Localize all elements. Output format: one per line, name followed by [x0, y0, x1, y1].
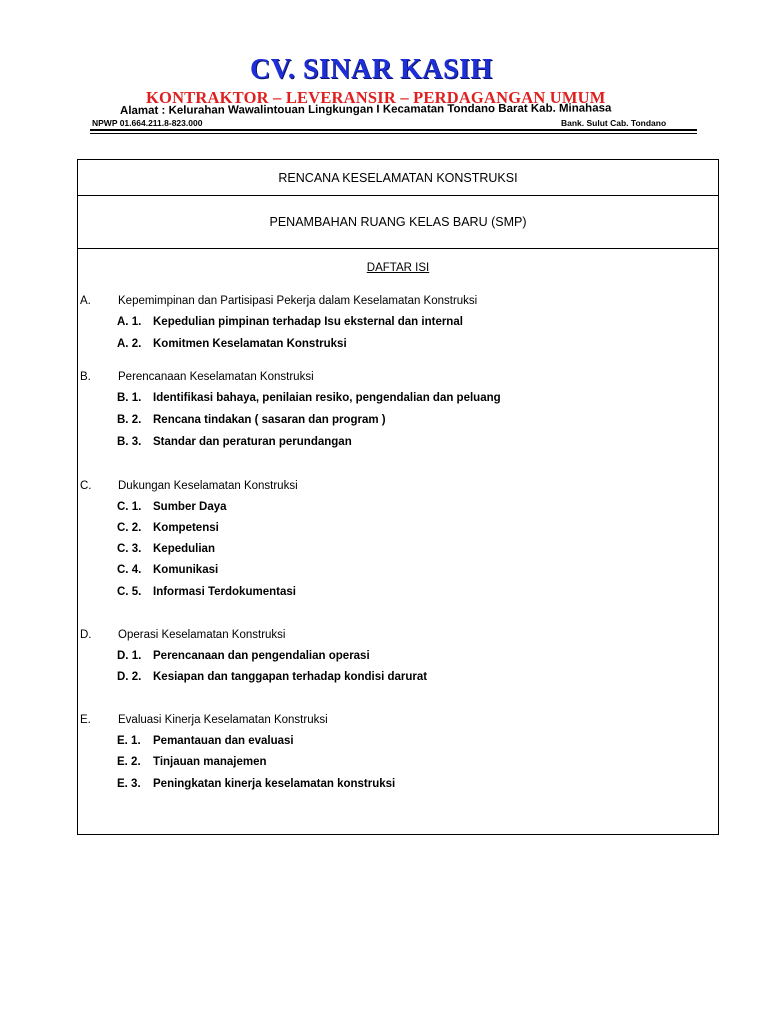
toc-section-letter: C.: [80, 480, 92, 492]
toc-item-number: B. 1.: [117, 392, 142, 404]
toc-item-text: Kompetensi: [153, 522, 219, 534]
toc-item-number: D. 1.: [117, 650, 142, 662]
toc-item-text: Standar dan peraturan perundangan: [153, 436, 352, 448]
toc-section-title: Dukungan Keselamatan Konstruksi: [118, 480, 298, 492]
toc-item-text: Kepedulian pimpinan terhadap Isu eksternal dan internal: [153, 316, 463, 328]
toc-item-text: Rencana tindakan ( sasaran dan program ): [153, 414, 386, 426]
toc-item-number: A. 1.: [117, 316, 142, 328]
company-bank: Bank. Sulut Cab. Tondano: [561, 118, 667, 128]
document-frame: [77, 159, 719, 835]
toc-section-letter: E.: [80, 714, 91, 726]
toc-item-text: Kesiapan dan tanggapan terhadap kondisi darurat: [153, 671, 428, 683]
document-subtitle-row: [78, 196, 718, 249]
toc-item-number: B. 2.: [117, 414, 142, 426]
toc-item-number: A. 2.: [117, 338, 142, 350]
company-tagline: KONTRAKTOR – LEVERANSIR – PERDAGANGAN UMUM: [146, 88, 606, 107]
toc-item-number: C. 5.: [117, 586, 142, 598]
document-title: RENCANA KESELAMATAN KONSTRUKSI: [278, 170, 518, 185]
toc-item-number: B. 3.: [117, 436, 142, 448]
company-name: CV. SINAR KASIH: [250, 54, 493, 85]
toc-section-letter: B.: [80, 371, 91, 383]
toc-section-letter: D.: [80, 629, 92, 641]
company-address: Alamat : Kelurahan Wawalintouan Lingkungan I Kecamatan Tondano Barat Kab. Minahasa: [119, 102, 612, 117]
toc-item-number: C. 4.: [117, 564, 142, 576]
toc-item-text: Komitmen Keselamatan Konstruksi: [153, 338, 347, 350]
toc-section-title: Kepemimpinan dan Partisipasi Pekerja dalam Keselamatan Konstruksi: [118, 295, 478, 307]
toc-item-number: E. 2.: [117, 756, 141, 768]
toc-item-number: C. 1.: [117, 501, 142, 513]
toc-section-title: Operasi Keselamatan Konstruksi: [118, 629, 286, 641]
toc-section-title: Perencanaan Keselamatan Konstruksi: [118, 371, 314, 383]
toc-heading: DAFTAR ISI: [366, 262, 430, 274]
document-title-row: [78, 160, 718, 196]
toc-section-title: Evaluasi Kinerja Keselamatan Konstruksi: [118, 714, 328, 726]
toc-item-text: Tinjauan manajemen: [153, 756, 267, 768]
document-subtitle: PENAMBAHAN RUANG KELAS BARU (SMP): [269, 215, 527, 229]
toc-item-number: C. 2.: [117, 522, 142, 534]
letterhead: [0, 0, 768, 140]
toc-item-text: Kepedulian: [153, 543, 215, 555]
toc-item-number: E. 1.: [117, 735, 141, 747]
toc-item-text: Peningkatan kinerja keselamatan konstruksi: [153, 778, 396, 790]
letterhead-divider-thick: [90, 129, 697, 131]
toc-item-text: Pemantauan dan evaluasi: [153, 735, 294, 747]
toc-item-text: Informasi Terdokumentasi: [153, 586, 296, 598]
letterhead-divider-thin: [90, 133, 697, 134]
toc-item-text: Identifikasi bahaya, penilaian resiko, pengendalian dan peluang: [153, 392, 501, 404]
toc-item-text: Sumber Daya: [153, 501, 227, 513]
toc-item-number: C. 3.: [117, 543, 142, 555]
toc-section-letter: A.: [80, 295, 91, 307]
toc-item-number: D. 2.: [117, 671, 142, 683]
toc-item-number: E. 3.: [117, 778, 141, 790]
toc-item-text: Komunikasi: [153, 564, 219, 576]
toc-item-text: Perencanaan dan pengendalian operasi: [153, 650, 370, 662]
company-npwp: NPWP 01.664.211.8-823.000: [92, 118, 203, 128]
